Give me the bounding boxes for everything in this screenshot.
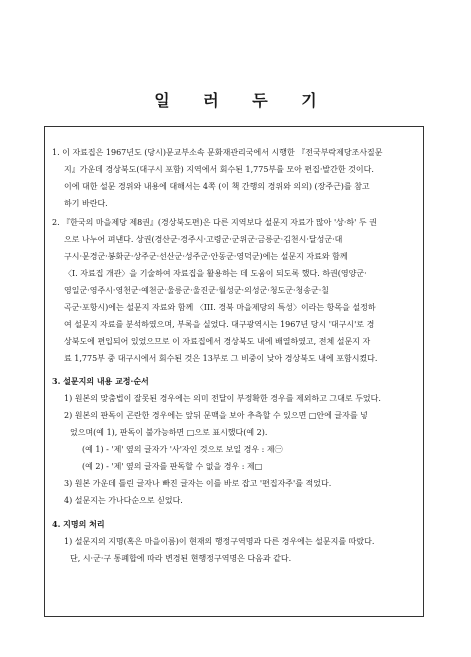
section-3-line: 3) 원본 가운데 틀린 글자나 빠진 글자는 이를 바로 잡고 '편집자주'를 적었다. — [64, 479, 332, 488]
section-2-line: 〈I. 자료집 개관〉을 기술하여 자료집을 활용하는 데 도움이 되도록 했다. 하권(영양군· — [64, 269, 367, 278]
section-4-heading: 4. 지명의 처리 — [52, 519, 105, 529]
section-1-line: 이에 대한 설문 경위와 내용에 대해서는 4쪽 (이 책 간행의 경위와 의의) (장주근)를 참고 — [64, 182, 370, 191]
section-2-line: 상북도에 편입되어 있었으므로 이 자료집에서 경상북도 내에 배열하였고, 전체 설문지 자 — [64, 337, 371, 346]
section-2-line: 곡군·포항시)에는 설문지 자료와 함께 〈III. 경북 마을제당의 특성〉이라는 항목을 설정하 — [64, 303, 376, 312]
section-3-line: 1) 원본의 맞춤법이 잘못된 경우에는 의미 전달이 부정확한 경우를 제외하고 그대로 두었다. — [64, 394, 381, 403]
section-1-line: 1. 이 자료집은 1967년도 (당시)문교부소속 문화재관리국에서 시행한 『전국부락제당조사질문 — [52, 148, 383, 157]
section-3-example: (예 2) - '제' 옆의 글자를 판독할 수 없을 경우 : 제□ — [82, 462, 263, 471]
section-2-line: 여 설문지 자료를 분석하였으며, 부록을 실었다. 대구광역시는 1967년 당시 '대구시'로 경 — [64, 320, 375, 329]
section-2-line: 료 1,775부 중 대구시에서 회수된 것은 13부로 그 비중이 낮아 경상북도 내에 포함시켰다. — [64, 354, 378, 363]
section-3-line: 4) 설문지는 가나다순으로 싣었다. — [64, 496, 183, 505]
section-3-line: 었으며(예 1), 판독이 불가능하면 □으로 표시했다(예 2). — [70, 428, 268, 437]
section-1-line: 하기 바란다. — [64, 199, 108, 208]
section-2 — [52, 214, 422, 367]
section-2-line: 영일군·영주시·영천군·예천군·울릉군·울진군·월성군·의성군·청도군·청송군·칠 — [64, 286, 329, 295]
section-4-line: 단, 시·군·구 통폐합에 따라 변경된 현행정구역명은 다음과 같다. — [70, 554, 292, 563]
section-3-line: 2) 원본의 판독이 곤란한 경우에는 앞뒤 문맥을 보아 추측할 수 있으면 □안에 글자를 넣 — [64, 411, 368, 420]
section-3-heading: 3. 설문지의 내용 교정·순서 — [52, 376, 149, 386]
section-3-example: (예 1) - '제' 옆의 글자가 '사'자인 것으로 보일 경우 : 제㊀ — [82, 445, 283, 454]
section-4 — [52, 516, 422, 567]
section-2-line: 구시·문경군·봉화군·상주군·선산군·성주군·안동군·영덕군)에는 설문지 자료와 함께 — [64, 252, 348, 261]
section-1 — [52, 144, 422, 212]
section-3 — [52, 373, 422, 509]
section-4-line: 1) 설문지의 지명(혹은 마을이름)이 현재의 행정구역명과 다른 경우에는 설문지를 따랐다. — [64, 537, 375, 546]
section-2-line: 2. 『한국의 마을제당 제8권』(경상북도편)은 다른 지역보다 설문지 자료가 많아 '상·하' 두 권 — [52, 218, 377, 227]
page-title: 일 러 두 기 — [154, 91, 331, 110]
section-2-line: 으로 나누어 펴낸다. 상권(경산군·경주시·고령군·군위군·금릉군·김천시·달성군·대 — [64, 235, 343, 244]
section-1-line: 지』가운데 경상북도(대구시 포함) 지역에서 회수된 1,775부를 모아 편집·발간한 것이다. — [64, 165, 374, 174]
